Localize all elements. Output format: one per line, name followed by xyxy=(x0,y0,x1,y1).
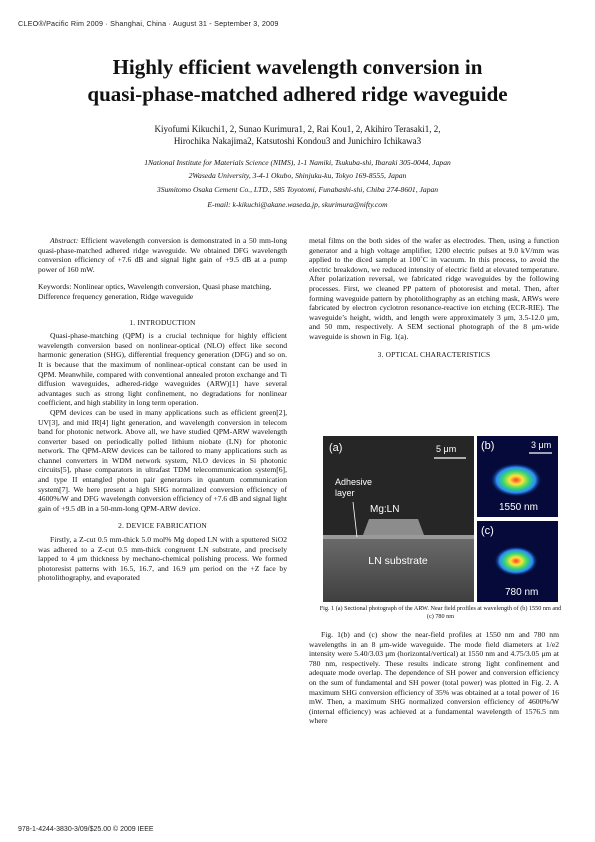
contact-email: E-mail: k-kikuchi@akane.waseda.jp, skurimura@nifty.com xyxy=(207,200,388,209)
figure-1-caption: Fig. 1 (a) Sectional photograph of the ARW. Near field profiles at wavelength of (b) 1550 nm and (c) 780 nm xyxy=(319,605,562,620)
ln-substrate-label: LN substrate xyxy=(368,555,428,567)
title-line-1: Highly efficient wavelength conversion in xyxy=(112,55,483,79)
near-field-1550-panel xyxy=(477,436,558,517)
abstract-label: Abstract: xyxy=(50,236,79,245)
keywords: Keywords: Nonlinear optics, Wavelength conversion, Quasi phase matching, Difference frequency generation, Ridge waveguide xyxy=(38,282,272,301)
scale-bar-b-label: 3 μm xyxy=(531,440,552,450)
section-3-heading: 3. OPTICAL CHARACTERISTICS xyxy=(377,349,491,359)
wavelength-780-label: 780 nm xyxy=(505,587,539,598)
conference-header: CLEO®/Pacific Rim 2009 · Shanghai, China · August 31 - September 3, 2009 xyxy=(18,19,279,28)
intro-paragraph-1: Quasi-phase-matching (QPM) is a crucial technique for highly efficient wavelength conversion based on nonlinear-optical (NLO) effect like second harmonic generation (SHG), differential frequency generation (DFG) and so on. It is because that the maximum of nonlinear-optical constant can be used in QPM. Meanwhile, compared with conventional annealed proton exchange and Ti diffusion waveguides, adhered-ridge waveguides (ARW)[1] have several advantages such as strong light confinement, no degradations for nonlinear coefficient, and high stability in long term operation. xyxy=(38,331,287,408)
figure-label-c: (c) xyxy=(481,525,494,537)
fabrication-paragraph-2: metal films on the both sides of the wafer as electrodes. Then, using a function generator and a high voltage amplifier, 1200 electric pulses at 9.0 kV/mm was applied to the diced sample at 100˚C in vacuum. In this process, to avoid the electric breakdown, we reduced intensity of electric field at elevated temperature. After polarization reversal, we fabricated ridge waveguides by the following processes. First, we cleaned PP pattern of photoresist and metal. Then, after forming waveguide pattern by photolithography as an etching mask, ARWs were fabricated by electron cyclotron resonance-reactive ion etching (ECR-RIE). The waveguide’s height, width, and length were approximately 3 μm, 3.5-12.0 μm, and 50 mm, respectively. A SEM sectional photograph of the 8 μm-wide waveguide is shown in Fig. 1(a). xyxy=(309,236,559,341)
author-list xyxy=(60,123,535,147)
right-column xyxy=(309,236,559,363)
right-column-lower xyxy=(309,630,559,726)
near-field-780-panel xyxy=(477,521,558,602)
figure-1 xyxy=(323,436,558,602)
sem-photograph xyxy=(323,436,474,602)
adhesive-layer-label: Adhesive layer xyxy=(335,477,373,498)
paper-title xyxy=(40,54,555,108)
authors-line-2: Hirochika Nakajima2, Katsutoshi Kondou3 and Junichiro Ichikawa3 xyxy=(173,136,422,146)
abstract xyxy=(38,236,287,274)
section-2-heading: 2. DEVICE FABRICATION xyxy=(118,521,207,531)
title-line-2: quasi-phase-matched adhered ridge waveguide xyxy=(87,82,508,106)
sem-cross-section-illustration xyxy=(323,436,474,602)
affiliation-3: 3Sumitomo Osaka Cement Co., LTD., 585 Toyotomi, Funabashi-shi, Chiba 274-8601, Japan xyxy=(156,185,439,194)
figure-label-b: (b) xyxy=(481,440,495,452)
authors-line-1: Kiyofumi Kikuchi1, 2, Sunao Kurimura1, 2, Rai Kou1, 2, Akihiro Terasaki1, 2, xyxy=(154,124,441,134)
section-1-heading: 1. INTRODUCTION xyxy=(129,317,196,327)
affiliation-2: 2Waseda University, 3-4-1 Okubo, Shinjuku-ku, Tokyo 169-8555, Japan xyxy=(188,171,407,180)
mgln-label: Mg:LN xyxy=(370,504,400,515)
figure-label-a: (a) xyxy=(329,442,343,454)
characteristics-paragraph-1: Fig. 1(b) and (c) show the near-field profiles at 1550 nm and 780 nm wavelengths in an 8 μm-wide waveguide. The mode field diameters at 1/e2 intensity were 5.40/3.03 μm (horizontal/vertical) at 1550 nm and 4.75/3.05 μm at 780 nm, respectively. These results indicate strong light confinement and adequate mode overlap. The dependence of SH power and conversion efficiency on the sum of fundamental and SH power (total power) was plotted in Fig. 2. A maximum SHG conversion efficiency of 35% was obtained at a total power of 16 mW. Then, a maximum SHG normalized conversion efficiency of 4600%/W (internal efficiency) was achieved at a fundamental wavelength of 1576.5 nm where xyxy=(309,630,559,726)
affiliation-1: 1National Institute for Materials Science (NIMS), 1-1 Namiki, Tsukuba-shi, Ibaraki 305-0044, Japan xyxy=(144,158,451,167)
left-column xyxy=(38,236,287,583)
copyright-footer: 978-1-4244-3830-3/09/$25.00 © 2009 IEEE xyxy=(18,826,154,833)
intro-paragraph-2: QPM devices can be used in many applications such as efficient green[2], UV[3], and mid IR[4] light generation, and wavelength conversion in telecom band for photonic network. Above all, we have studied QPM-ARW wavelength converter based on periodically polled lithium niobate (LN) for photonic network. The QPM-ARW devices can be tailored to many applications such as channel converters in WDM network system, NLO devices in Si photonic circuits[5], phase comparators in ultrafast TDM telecommunication system[6], and type II entangled photon pair generators in quantum communication system[7]. We here present a high SHG normalized conversion efficiency of 4600%/W and DFG wavelength conversion efficiency of +7.6 dB and signal light gain of +9.5 dB in a 50-mm-long QPM-ARW device. xyxy=(38,407,287,513)
scale-bar-a-label: 5 μm xyxy=(436,444,457,454)
fabrication-paragraph-1: Firstly, a Z-cut 0.5 mm-thick 5.0 mol% Mg doped LN with a sputtered SiO2 was adhered to a Z-cut 0.5 mm-thick congruent LN substrate, and precisely lapped to 4 μm thickness by mechano-chemical polishing process. We formed photoresist patterns with 16.5, 16.7, and 16.9 μm period on the +Z face by photolithography, and evaporated xyxy=(38,535,287,583)
abstract-text: Efficient wavelength conversion is demonstrated in a 50 mm-long quasi-phase-matched adhered ridge waveguide. We obtained DFG wavelength conversion efficiency of +7.6 dB and signal light gain of +9.5 dB at a pump power of 160 mW. xyxy=(38,236,287,274)
wavelength-1550-label: 1550 nm xyxy=(499,502,538,513)
